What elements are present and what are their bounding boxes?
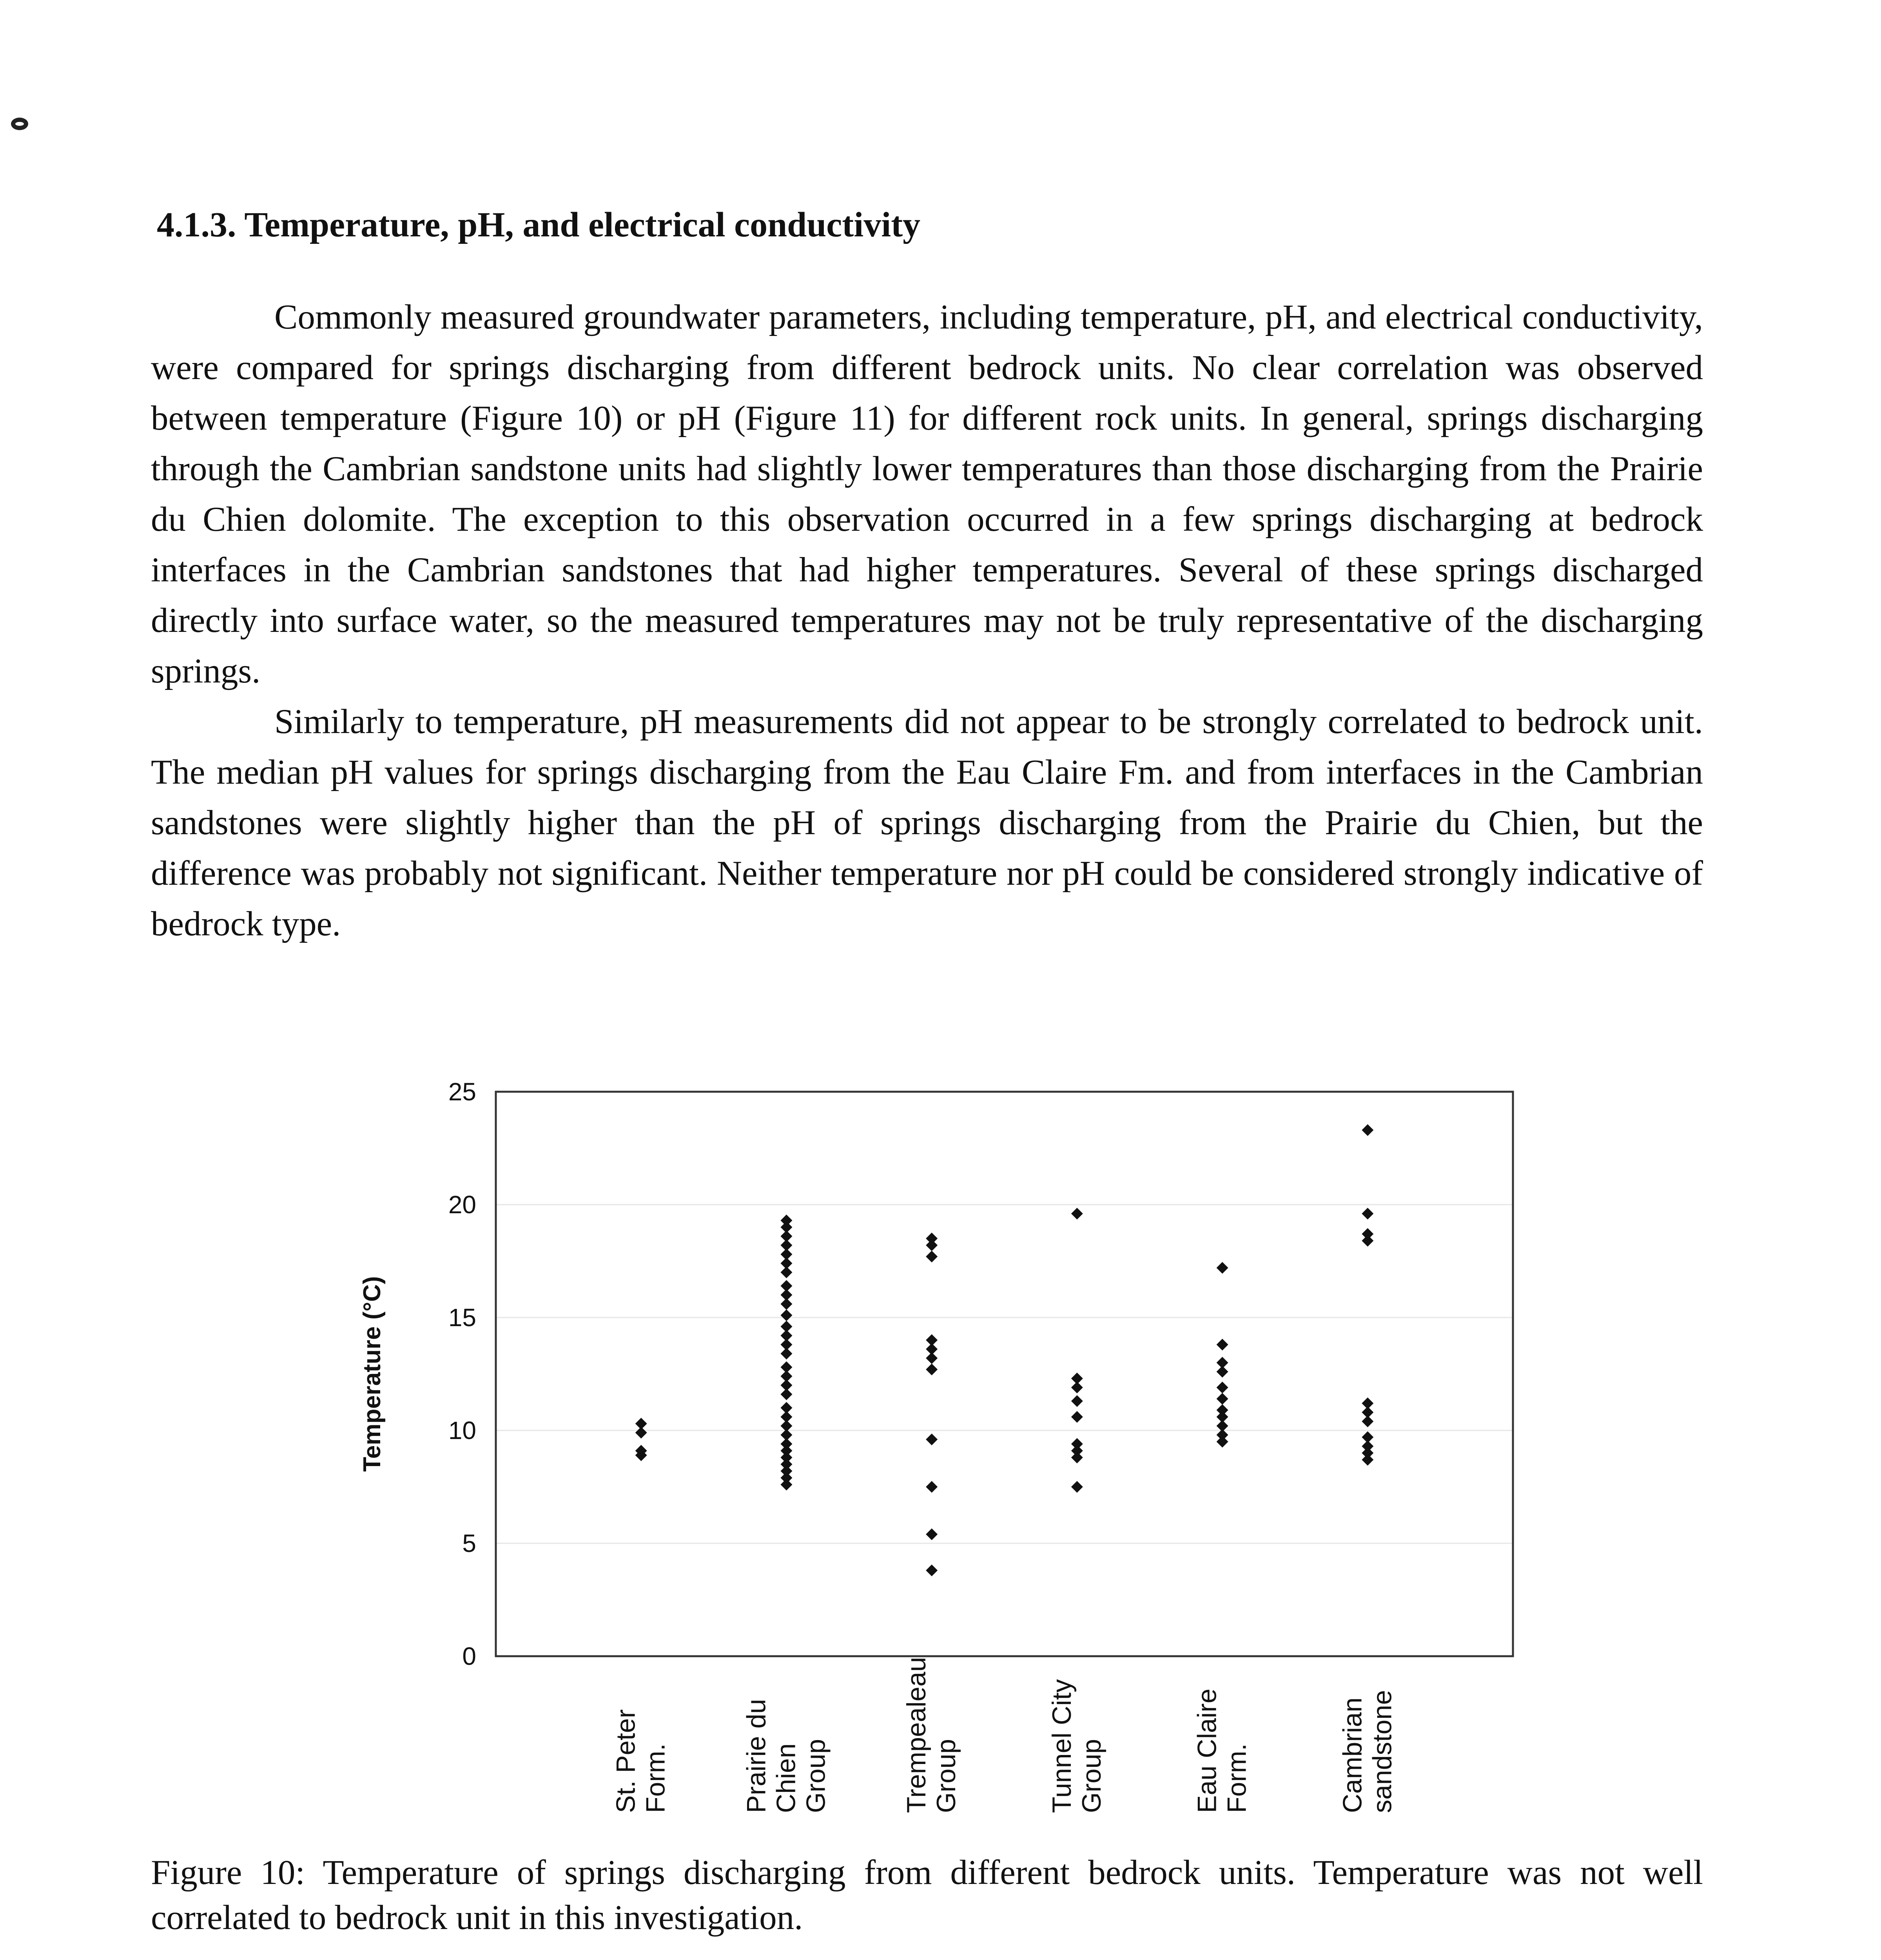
x-category-label: Tunnel City <box>1047 1679 1077 1813</box>
data-point <box>1217 1436 1228 1448</box>
data-point <box>780 1267 792 1278</box>
data-point <box>1217 1339 1228 1350</box>
y-tick-label: 25 <box>448 1078 476 1106</box>
data-point <box>1071 1481 1083 1493</box>
data-point <box>926 1481 938 1493</box>
data-point <box>926 1352 938 1364</box>
data-point <box>926 1363 938 1375</box>
data-point <box>1217 1393 1228 1405</box>
data-point <box>926 1250 938 1262</box>
data-point <box>1362 1416 1373 1427</box>
data-point <box>780 1388 792 1400</box>
gridlines <box>496 1205 1513 1543</box>
x-category-label: Trempealeau <box>902 1657 932 1813</box>
figure-10 <box>345 1051 1560 1842</box>
data-point <box>780 1479 792 1490</box>
x-category-label: Prairie du <box>741 1699 771 1813</box>
data-point <box>1362 1208 1373 1220</box>
data-point <box>1362 1235 1373 1247</box>
paragraph-2: Similarly to temperature, pH measurements did not appear to be strongly correlated to bedrock unit. The median pH values for springs discharging from the Eau Claire Fm. and from interfaces in the Cambrian sandstones were slightly higher than the pH of springs discharging from the Prairie du Chien, but the difference was probably not significant. Neither temperature nor pH could be considered strongly indicative of bedrock type. <box>151 702 1703 943</box>
figure-caption: Figure 10: Temperature of springs discharging from different bedrock units. Temperature was not well correlated to bedrock unit in this investigation. <box>151 1853 1703 1937</box>
plot-frame <box>496 1092 1513 1656</box>
x-category-label: Group <box>931 1739 961 1813</box>
x-category-label: sandstone <box>1367 1690 1397 1813</box>
data-point <box>926 1240 938 1251</box>
x-category-label: Form. <box>640 1743 671 1813</box>
data-points <box>635 1124 1374 1576</box>
x-category-label: Chien <box>771 1743 801 1813</box>
paragraph-1: Commonly measured groundwater parameters, including temperature, pH, and electrical conductivity, were compared for springs discharging from different bedrock units. No clear correlation was observed between temperature (Figure 10) or pH (Figure 11) for different rock units. In general, springs discharging through the Cambrian sandstone units had slightly lower temperatures than those discharging from the Prairie du Chien dolomite. The exception to this observation occurred in a few springs discharging at bedrock interfaces in the Cambrian sandstones that had higher temperatures. Several of these springs discharged directly into surface water, so the measured temperatures may not be truly representative of the discharging springs. <box>151 298 1703 690</box>
data-point <box>1071 1208 1083 1220</box>
y-tick-label: 15 <box>448 1303 476 1332</box>
x-category-label: Group <box>1076 1739 1106 1813</box>
data-point <box>635 1427 647 1439</box>
data-point <box>1362 1454 1373 1466</box>
section-heading: 4.1.3. Temperature, pH, and electrical conductivity <box>157 205 921 244</box>
y-axis-label: Temperature (°C) <box>359 1276 386 1472</box>
body-text <box>151 292 1703 949</box>
data-point <box>780 1298 792 1310</box>
y-tick-label: 10 <box>448 1416 476 1445</box>
data-point <box>1071 1382 1083 1394</box>
temperature-scatter-chart <box>345 1051 1560 1842</box>
data-point <box>780 1309 792 1321</box>
y-tick-label: 5 <box>462 1529 476 1557</box>
data-point <box>1071 1452 1083 1463</box>
x-category-label: Group <box>801 1739 831 1813</box>
data-point <box>926 1564 938 1576</box>
x-category-label: Eau Claire <box>1192 1688 1222 1813</box>
y-tick-label: 20 <box>448 1191 476 1219</box>
data-point <box>1362 1124 1373 1136</box>
x-category-label: St. Peter <box>611 1709 641 1813</box>
data-point <box>926 1434 938 1445</box>
x-category-labels <box>611 1657 1397 1813</box>
x-category-label: Form. <box>1222 1743 1252 1813</box>
data-point <box>1071 1395 1083 1407</box>
data-point <box>1217 1262 1228 1274</box>
y-tick-labels <box>448 1078 476 1670</box>
data-point <box>780 1348 792 1359</box>
data-point <box>926 1528 938 1540</box>
margin-mark <box>11 118 28 130</box>
data-point <box>1071 1411 1083 1423</box>
data-point <box>1217 1382 1228 1394</box>
data-point <box>1217 1366 1228 1377</box>
x-category-label: Cambrian <box>1337 1697 1368 1813</box>
y-tick-label: 0 <box>462 1642 476 1670</box>
